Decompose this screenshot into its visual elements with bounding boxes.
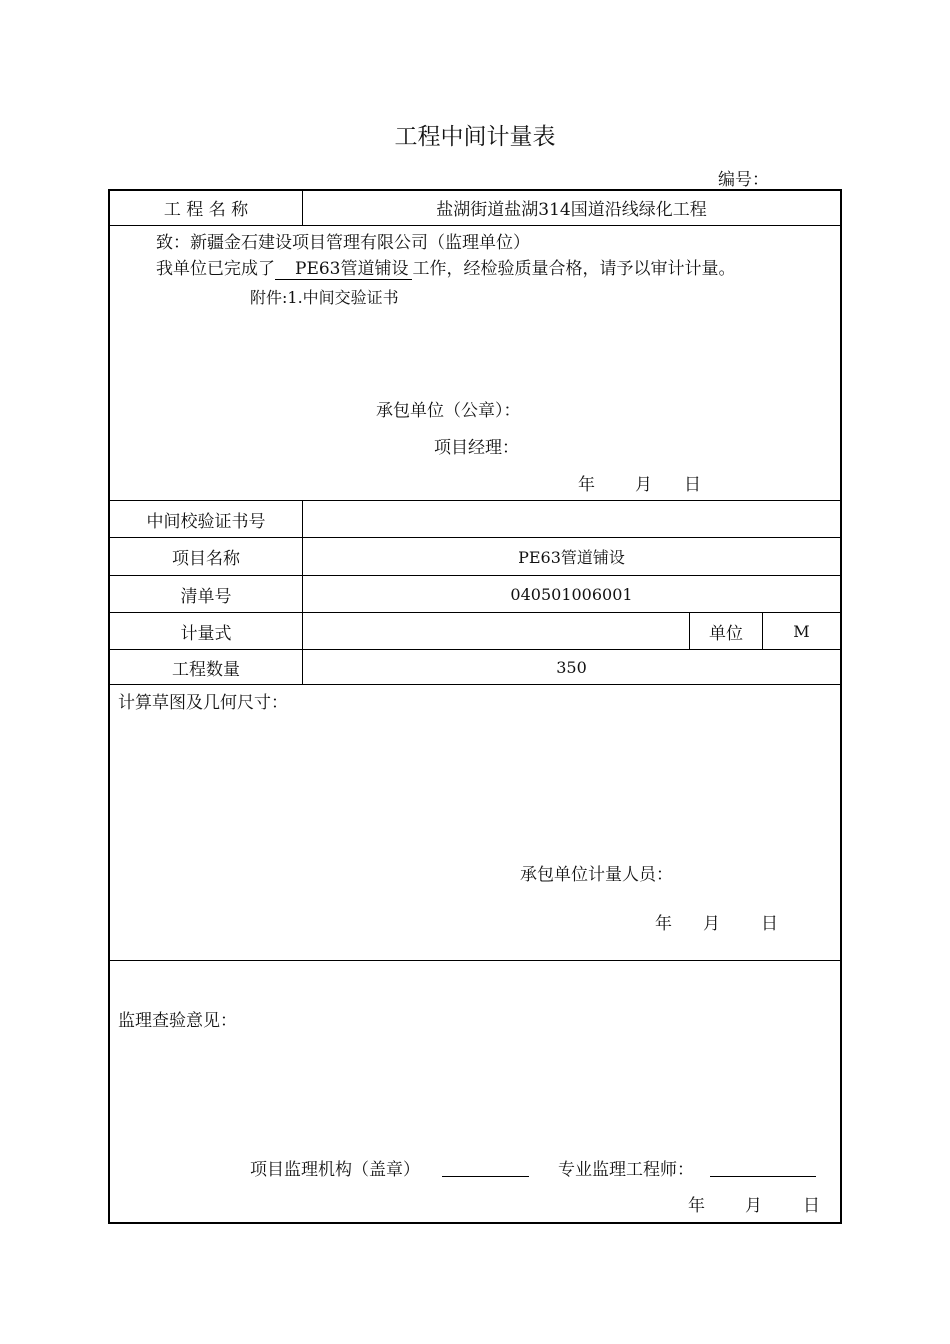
request-to-line: 致：新疆金石建设项目管理有限公司（监理单位） <box>156 233 530 253</box>
project-name-value: 盐湖街道盐湖314国道沿线绿化工程 <box>436 200 707 220</box>
supervision-engineer-label: 专业监理工程师： <box>558 1160 694 1180</box>
item-name-label: 项目名称 <box>172 549 240 569</box>
supervision-agency-label: 项目监理机构（盖章） <box>250 1160 420 1180</box>
project-name-label: 工 程 名 称 <box>163 200 249 220</box>
item-name-value: PE63管道铺设 <box>518 548 625 567</box>
engineer-signature-line <box>710 1176 816 1177</box>
request-body-suffix: 工作，经检验质量合格，请予以审计计量。 <box>412 259 736 279</box>
sketch-date-month: 月 <box>703 914 720 934</box>
contractor-seal-label: 承包单位（公章）： <box>376 401 521 421</box>
measure-formula-value <box>303 613 689 649</box>
request-date-year: 年 <box>578 475 595 495</box>
list-number-label: 清单号 <box>180 586 232 607</box>
supervision-date-month: 月 <box>745 1196 762 1216</box>
list-number-value: 040501006001 <box>510 584 633 604</box>
sketch-label: 计算草图及几何尺寸： <box>118 693 288 713</box>
request-body <box>156 254 735 280</box>
request-work-item: PE63管道铺设 <box>275 254 412 280</box>
unit-value: M <box>793 621 810 641</box>
agency-seal-line <box>442 1176 529 1177</box>
form-title: 工程中间计量表 <box>394 124 556 150</box>
quantity-label: 工程数量 <box>172 659 240 680</box>
unit-label: 单位 <box>709 623 743 644</box>
project-manager-label: 项目经理： <box>434 438 519 458</box>
certificate-number-value <box>303 501 840 537</box>
sketch-date-day: 日 <box>761 914 778 934</box>
request-date-month: 月 <box>635 475 652 495</box>
measure-formula-label: 计量式 <box>180 623 232 644</box>
quantity-value: 350 <box>556 657 587 677</box>
request-date-day: 日 <box>684 475 701 495</box>
contractor-measurer-label: 承包单位计量人员： <box>520 865 673 885</box>
attachment-line: 附件:1.中间交验证书 <box>250 288 399 307</box>
certificate-number-label: 中间校验证书号 <box>146 511 266 532</box>
document-number-label: 编号： <box>718 170 769 190</box>
supervision-date-year: 年 <box>688 1196 705 1216</box>
supervision-date-day: 日 <box>803 1196 820 1216</box>
request-body-prefix: 我单位已完成了 <box>156 259 275 279</box>
sketch-date-year: 年 <box>655 914 672 934</box>
supervision-opinion-label: 监理查验意见： <box>118 1011 237 1031</box>
